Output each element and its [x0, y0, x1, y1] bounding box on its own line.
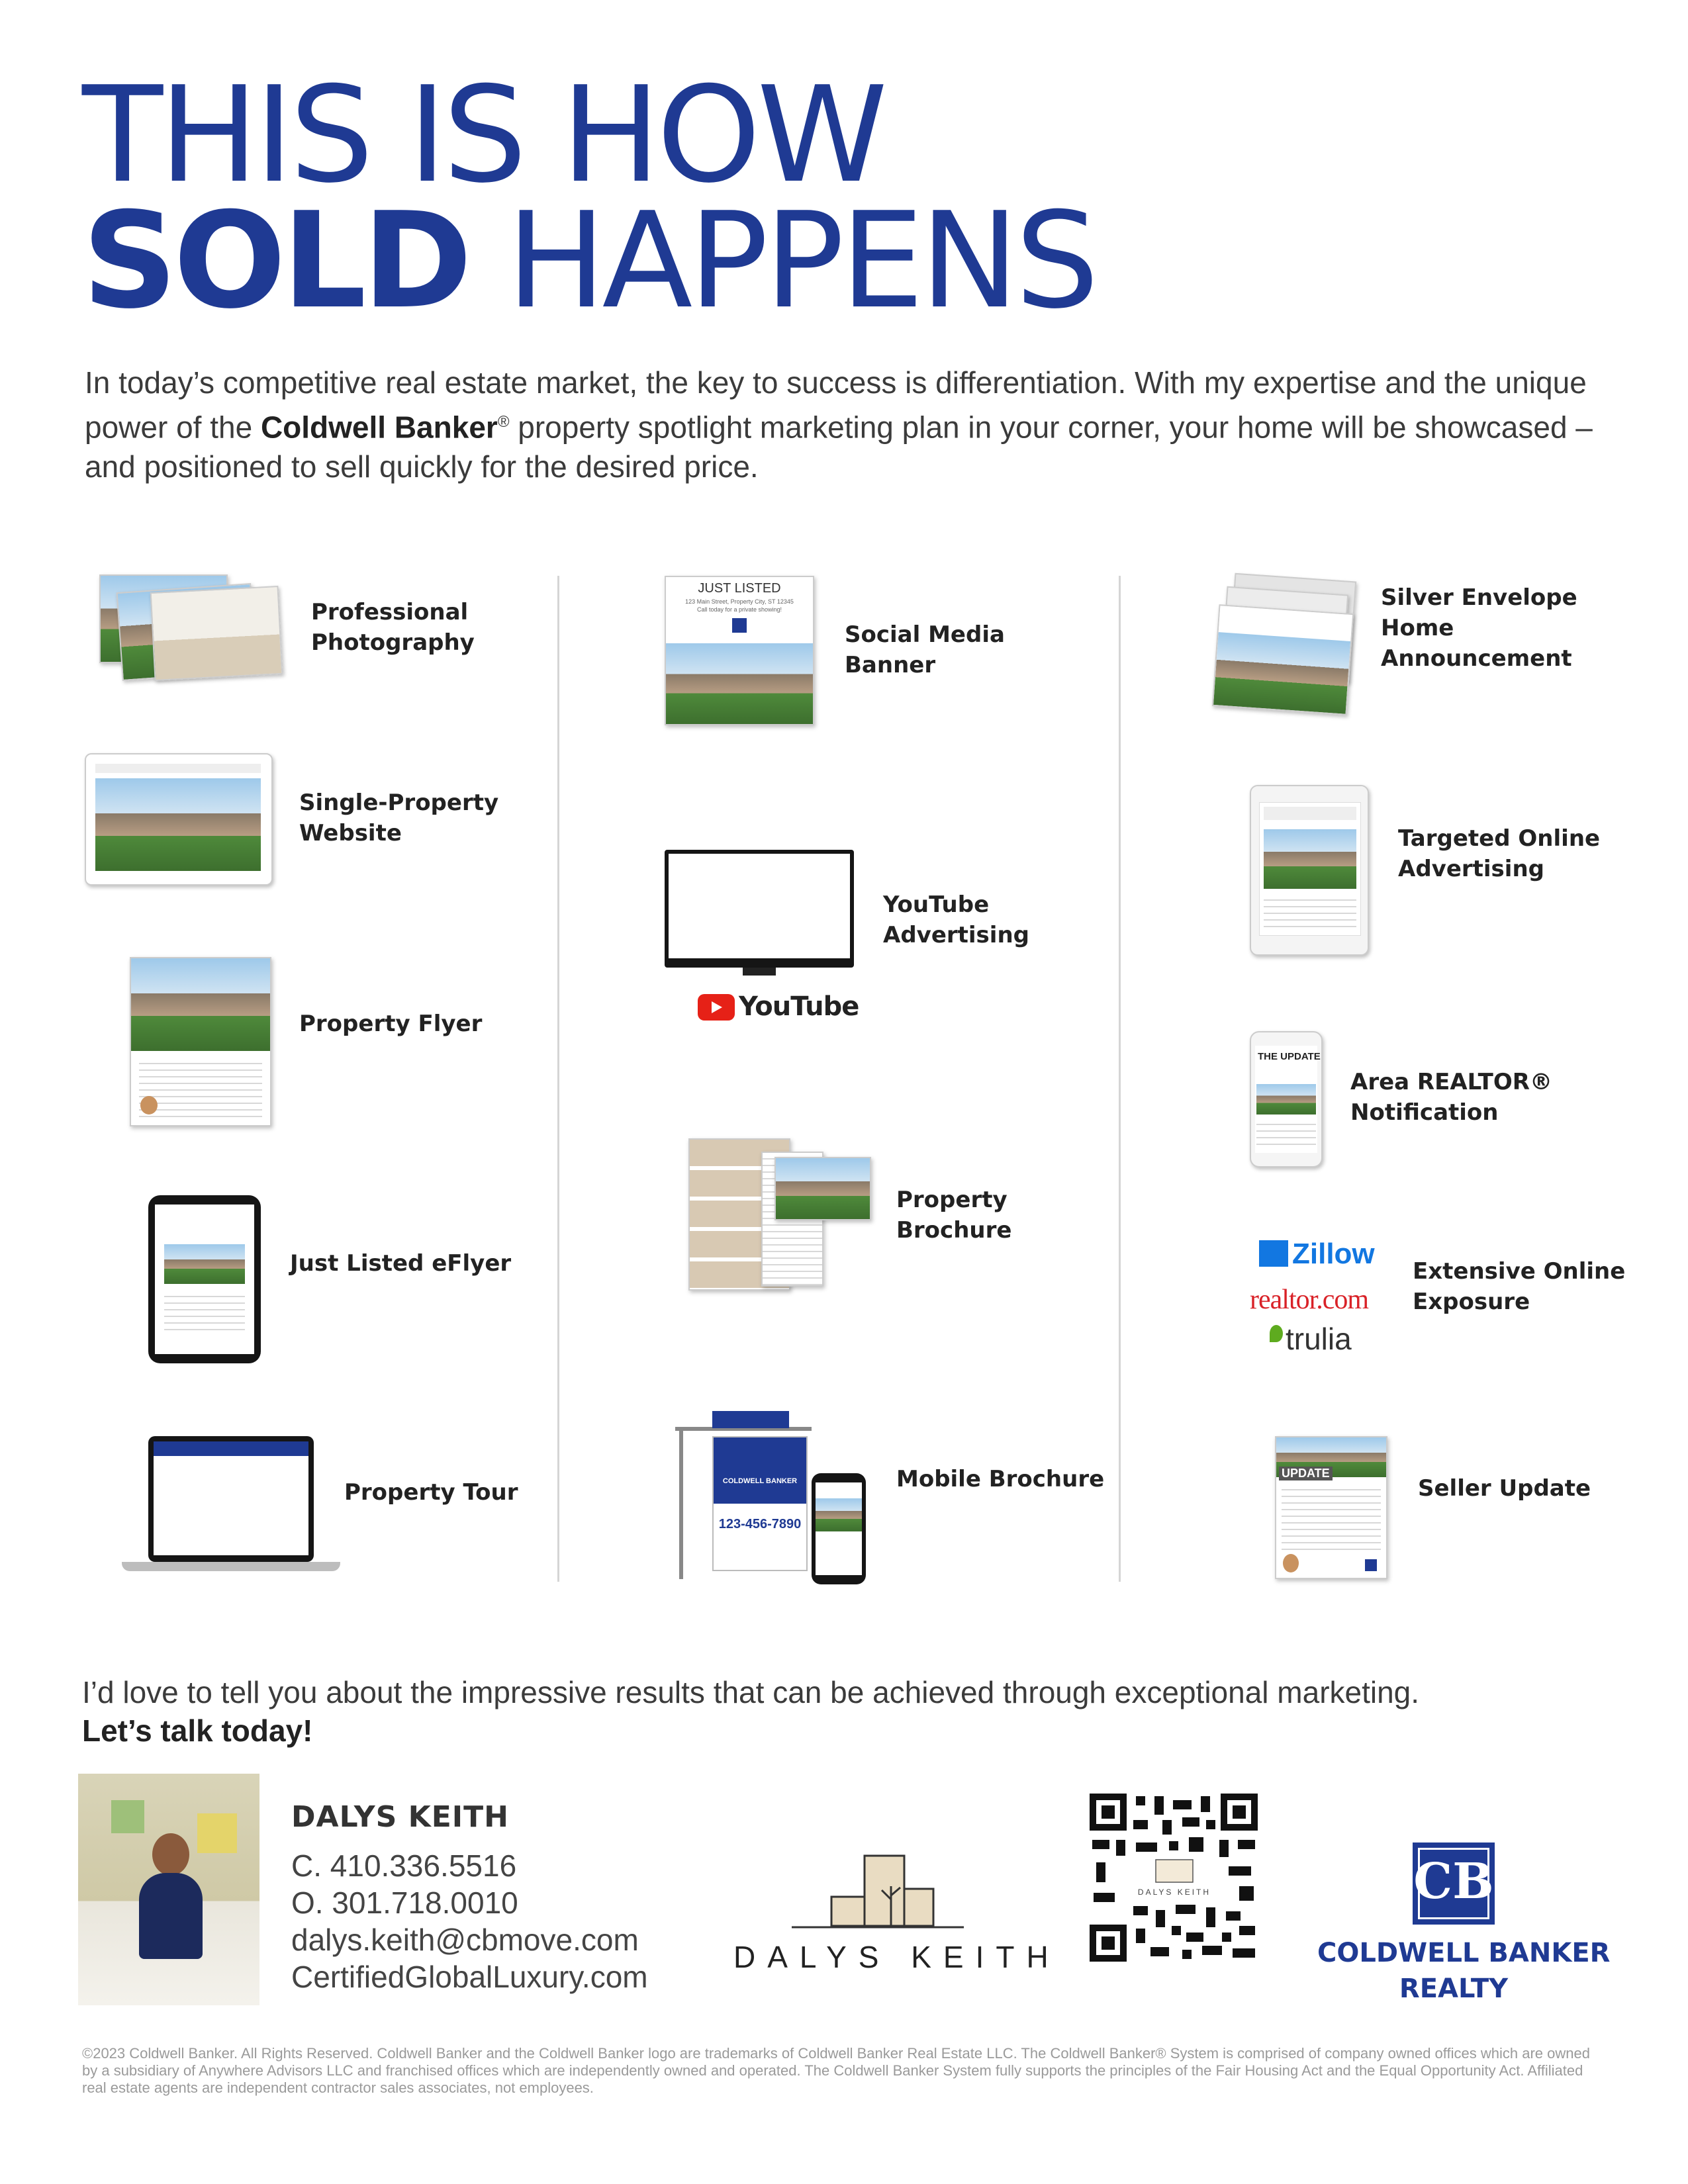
- item-mobile-brochure: Mobile Brochure: [896, 1466, 1105, 1492]
- item-youtube-advertising: YouTube Advertising: [883, 891, 1029, 948]
- silver-envelope-thumbnail: [1215, 577, 1354, 716]
- just-listed-call: Call today for a private showing!: [696, 606, 782, 613]
- intro-reg: ®: [497, 413, 510, 431]
- dalys-keith-logo-mark: [792, 1853, 964, 1931]
- sign-brand: COLDWELL BANKER: [722, 1477, 798, 1485]
- agent-photo: [78, 1774, 259, 2005]
- intro-brand: Coldwell Banker: [260, 410, 498, 445]
- item-extensive-online-exposure: Extensive Online Exposure: [1413, 1258, 1626, 1315]
- page-title: [82, 58, 1096, 338]
- youtube-wordmark: YouTube: [739, 991, 859, 1022]
- youtube-tv-thumbnail: [665, 850, 859, 1022]
- agent-office[interactable]: O. 301.718.0010: [291, 1886, 518, 1920]
- item-property-brochure: Property Brochure: [896, 1187, 1012, 1244]
- item-seller-update: Seller Update: [1418, 1475, 1591, 1502]
- headline-line-1: THIS IS HOW: [82, 58, 884, 212]
- targeted-ads-tablet-thumbnail: [1250, 785, 1369, 956]
- website-thumbnail: [85, 753, 273, 886]
- agent-name: DALYS KEITH: [291, 1800, 509, 1834]
- item-single-property-website: Single-Property Website: [299, 790, 499, 846]
- item-property-flyer: Property Flyer: [299, 1011, 483, 1037]
- cb-logo-line1: COLDWELL BANKER: [1317, 1938, 1611, 1968]
- legal-disclaimer: ©2023 Coldwell Banker. All Rights Reserved. Coldwell Banker and the Coldwell Banker logo are trademarks of Coldwell Banker Real Estate LLC. The Coldwell Banker® System is comprised of company owned offices which are owned by a subsidiary of Anywhere Advisors LLC and franchised offices which are independently owned and operated. The Coldwell Banker System fully supports the principles of the Fair Housing Act and the Equal Opportunity Act. Affiliated real estate agents are independent contractor sales associates, not employees.: [82, 2045, 1590, 2096]
- intro-text-2: property spotlight marketing plan in your corner, your home will be showcased – and positioned to sell quickly for the desired price.: [85, 410, 1593, 484]
- agent-website[interactable]: CertifiedGlobalLuxury.com: [291, 1960, 648, 1994]
- zillow-logo: Zillow: [1292, 1238, 1375, 1270]
- seller-update-thumbnail: [1275, 1436, 1387, 1579]
- sign-phone: 123-456-7890: [718, 1517, 802, 1531]
- item-just-listed-eflyer: Just Listed eFlyer: [290, 1250, 512, 1277]
- item-property-tour: Property Tour: [344, 1479, 518, 1506]
- intro-text-1: In today’s competitive real estate market, the key to success is differentiation. With my expertise and the unique power of the: [85, 365, 1587, 445]
- item-silver-envelope: Silver Envelope Home Announcement: [1381, 584, 1577, 672]
- agent-email[interactable]: dalys.keith@cbmove.com: [291, 1923, 639, 1957]
- social-media-banner-thumbnail: [665, 576, 814, 725]
- cb-logo-line2: REALTY: [1399, 1974, 1509, 2004]
- item-professional-photography: Professional Photography: [311, 599, 475, 656]
- qr-code[interactable]: [1090, 1794, 1258, 1962]
- property-brochure-thumbnail: [688, 1138, 868, 1288]
- trulia-pin-icon: [1270, 1325, 1283, 1342]
- headline-happens: HAPPENS: [468, 184, 1096, 338]
- just-listed-text: JUST LISTED: [698, 581, 781, 596]
- dalys-keith-logo-text: DALYS KEITH: [733, 1940, 1060, 1974]
- youtube-play-icon: [698, 994, 735, 1021]
- online-portals-logos: [1250, 1238, 1395, 1370]
- the-update-text: THE UPDATE: [1258, 1051, 1321, 1062]
- property-tour-laptop-thumbnail: [122, 1436, 340, 1576]
- column-divider: [557, 576, 559, 1582]
- realtor-logo: realtor.com: [1250, 1285, 1369, 1315]
- cta-text: I’d love to tell you about the impressive results that can be achieved through exceptional marketing.: [82, 1675, 1420, 1709]
- mobile-brochure-thumbnail: [675, 1407, 874, 1586]
- area-realtor-phone-thumbnail: [1250, 1031, 1323, 1167]
- zillow-icon: [1259, 1240, 1288, 1267]
- flyer-thumbnail: [130, 957, 271, 1126]
- item-targeted-online-advertising: Targeted Online Advertising: [1398, 825, 1601, 882]
- qr-caption: DALYS KEITH: [1137, 1888, 1211, 1897]
- item-area-realtor-notification: Area REALTOR® Notification: [1350, 1069, 1552, 1126]
- just-listed-address: 123 Main Street, Property City, ST 12345: [685, 598, 794, 605]
- headline-sold: SOLD: [82, 184, 469, 338]
- agent-cell[interactable]: C. 410.336.5516: [291, 1848, 517, 1883]
- coldwell-banker-logo-icon: CB: [1413, 1843, 1495, 1925]
- photography-thumbnail: [99, 574, 285, 680]
- intro-paragraph: [85, 363, 1601, 486]
- update-text: UPDATE: [1279, 1467, 1333, 1480]
- eflyer-tablet-thumbnail: [148, 1195, 261, 1363]
- cta-bold: Let’s talk today!: [82, 1713, 313, 1748]
- column-divider: [1119, 576, 1121, 1582]
- item-social-media-banner: Social Media Banner: [845, 621, 1005, 678]
- trulia-logo: trulia: [1286, 1322, 1352, 1356]
- headline-line-2: [82, 184, 1096, 338]
